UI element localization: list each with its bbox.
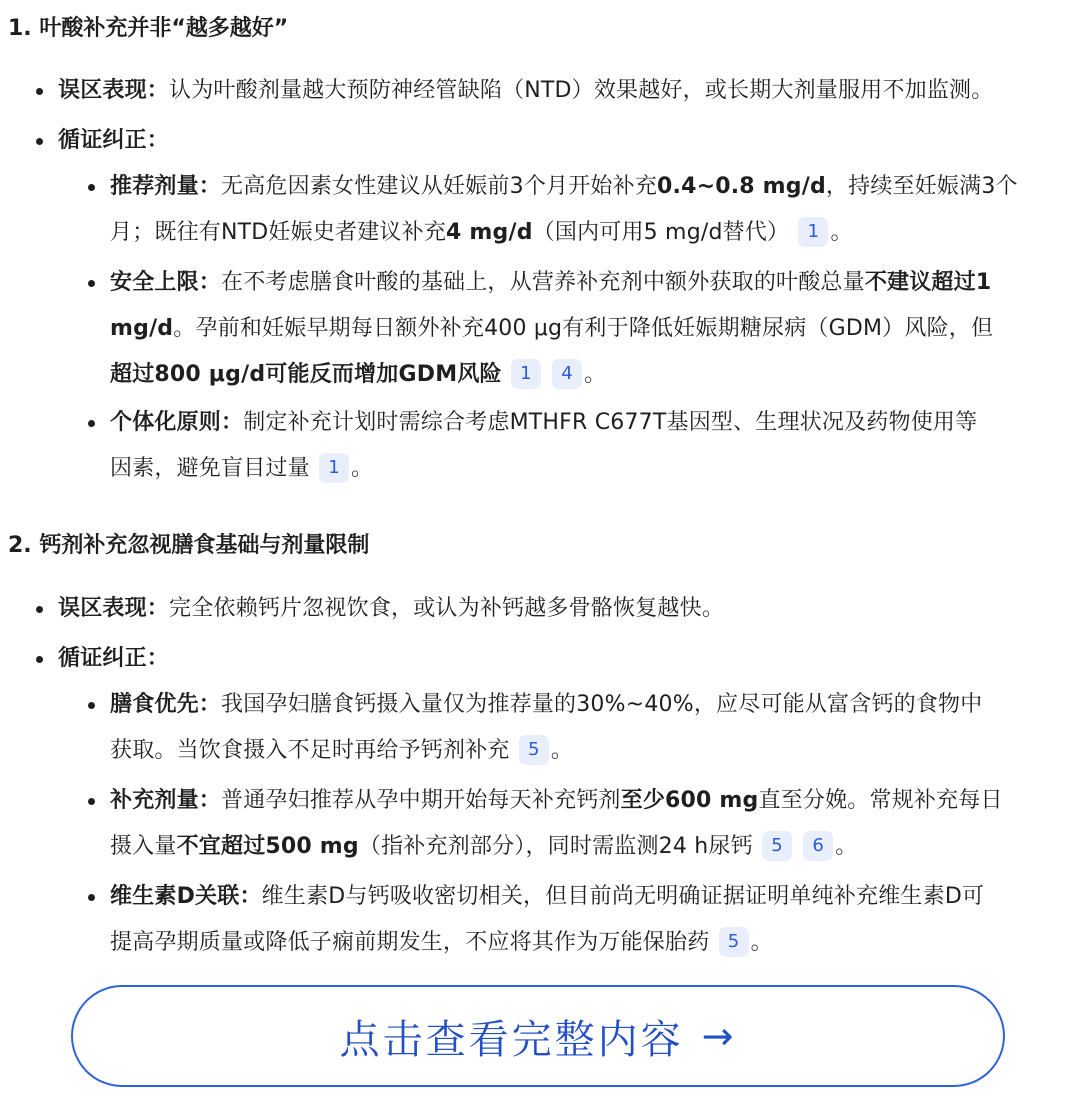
item-text: 直至分娩。常规补充每日: [758, 788, 1003, 813]
item-bold: 4 mg/d: [446, 220, 533, 245]
bullet-icon: [88, 798, 95, 805]
item-text: 摄入量: [110, 834, 177, 859]
citation-badge[interactable]: 6: [803, 831, 833, 861]
bullet-icon: [36, 656, 43, 663]
item-bold: mg/d: [110, 316, 174, 341]
item-text: 获取。当饮食摄入不足时再给予钙剂补充: [110, 738, 510, 763]
list-item-correction-1: [58, 118, 1068, 164]
item-bold: 0.4~0.8 mg/d: [657, 174, 826, 199]
item-label: 安全上限：: [110, 270, 222, 295]
item-label: 循证纠正：: [58, 128, 170, 153]
list-item-folic-dose: [110, 164, 1070, 256]
item-text: ，持续至妊娠满3个: [825, 174, 1018, 199]
item-text: 。: [550, 738, 574, 763]
item-label: 误区表现：: [58, 596, 170, 621]
list-item-calcium-dose: [110, 778, 1070, 870]
item-bold: 不建议超过1: [864, 270, 992, 295]
item-text: （指补充剂部分），同时需监测24 h尿钙: [358, 834, 753, 859]
citation-badge[interactable]: 5: [719, 927, 749, 957]
item-bold: 不宜超过500 mg: [176, 834, 359, 859]
citation-badge[interactable]: 5: [519, 735, 549, 765]
item-label: 循证纠正：: [58, 646, 170, 671]
list-item-vitamin-d: [110, 874, 1070, 966]
item-text: 提高孕期质量或降低子痫前期发生，不应将其作为万能保胎药: [110, 930, 710, 955]
list-item-correction-2: [58, 636, 1068, 682]
item-text: 。孕前和妊娠早期每日额外补充400 μg有利于降低妊娠期糖尿病（GDM）风险，但: [173, 316, 994, 341]
item-text: 认为叶酸剂量越大预防神经管缺陷（NTD）效果越好，或长期大剂量服用不加监测。: [169, 78, 994, 103]
item-bold: 超过800 μg/d可能反而增加GDM风险: [110, 362, 502, 387]
citation-badge[interactable]: 1: [511, 359, 541, 389]
item-text: 在不考虑膳食叶酸的基础上，从营养补充剂中额外获取的叶酸总量: [221, 270, 865, 295]
item-text: 月；既往有NTD妊娠史者建议补充: [110, 220, 447, 245]
citation-badge[interactable]: 4: [552, 359, 582, 389]
section-1-title: 1. 叶酸补充并非“越多越好”: [8, 16, 289, 41]
bullet-icon: [88, 894, 95, 901]
item-text: （国内可用5 mg/d替代）: [532, 220, 790, 245]
item-label: 膳食优先：: [110, 692, 222, 717]
arrow-right-icon: →: [701, 1014, 737, 1058]
item-bold: 至少600 mg: [620, 788, 759, 813]
bullet-icon: [36, 606, 43, 613]
item-label: 维生素D关联：: [110, 884, 262, 909]
item-text: 。: [351, 456, 374, 481]
item-text: 制定补充计划时需综合考虑MTHFR C677T基因型、生理状况及药物使用等: [243, 410, 978, 435]
item-text: 完全依赖钙片忽视饮食，或认为补钙越多骨骼恢复越快。: [169, 596, 725, 621]
item-text: 我国孕妇膳食钙摄入量仅为推荐量的30%~40%，应尽可能从富含钙的食物中: [221, 692, 983, 717]
item-label: 补充剂量：: [110, 788, 222, 813]
item-text: 。: [835, 834, 858, 859]
item-text: 维生素D与钙吸收密切相关，但目前尚无明确证据证明单纯补充维生素D可: [261, 884, 985, 909]
view-full-content-button[interactable]: [71, 985, 1005, 1087]
item-text: 普通孕妇推荐从孕中期开始每天补充钙剂: [221, 788, 621, 813]
bullet-icon: [88, 702, 95, 709]
item-text: 。: [830, 220, 853, 245]
bullet-icon: [36, 88, 43, 95]
bullet-icon: [88, 280, 95, 287]
list-item-misconception-1: [58, 68, 1068, 114]
item-text: 。: [750, 930, 773, 955]
item-text: 无高危因素女性建议从妊娠前3个月开始补充: [221, 174, 658, 199]
item-label: 推荐剂量：: [110, 174, 222, 199]
section-2-title: 2. 钙剂补充忽视膳食基础与剂量限制: [8, 533, 370, 558]
citation-badge[interactable]: 1: [798, 217, 828, 247]
list-item-calcium-diet: [110, 682, 1070, 774]
list-item-folic-upper-limit: [110, 260, 1070, 398]
citation-badge[interactable]: 1: [319, 453, 349, 483]
view-full-content-label: 点击查看完整内容: [339, 1016, 684, 1063]
list-item-folic-individual: [110, 400, 1070, 492]
item-label: 个体化原则：: [110, 410, 244, 435]
citation-badge[interactable]: 5: [762, 831, 792, 861]
list-item-misconception-2: [58, 586, 1068, 632]
bullet-icon: [88, 420, 95, 427]
item-text: 。: [584, 362, 607, 387]
bullet-icon: [36, 138, 43, 145]
item-label: 误区表现：: [58, 78, 170, 103]
bullet-icon: [88, 184, 95, 191]
item-text: 因素，避免盲目过量: [110, 456, 310, 481]
